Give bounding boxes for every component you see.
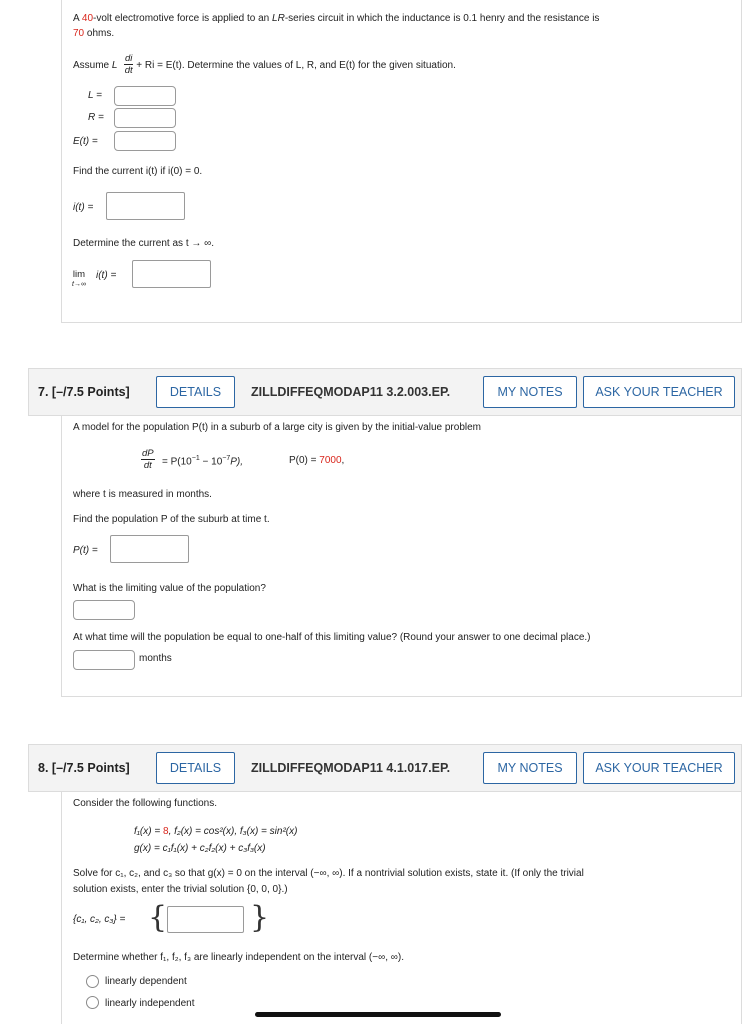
q7-equation: = $P(10^{-1} - 10^{-7}P)$, (162, 455, 244, 468)
q8-solve-line2: solution exists, enter the trivial solution {0, 0, 0}.) (73, 884, 288, 895)
q7-intro: A model for the population P(t) in a suburb of a large city is given by the initial-value problem (73, 422, 481, 433)
q7-find-population: Find the population P of the suburb at time t. (73, 514, 270, 525)
q7-initial-condition: P(0) = 7000, (289, 455, 345, 466)
q7-where-t: where t is measured in months. (73, 489, 212, 500)
q8-set-label: {c₁, c₂, c₃} = (73, 914, 126, 925)
q6-di-dt-fraction: $\frac{di}{dt}$ (124, 53, 133, 76)
q6-label-R: R = (88, 112, 104, 123)
q7-half-question: At what time will the population be equal to one-half of this limiting value? (Round your answer to one decimal place.) (73, 632, 591, 643)
q8-independence-question: Determine whether f₁, f₂, f₃ are linearly independent on the interval (−∞, ∞). (73, 952, 405, 963)
q8-g-definition: g(x) = c₁f₁(x) + c₂f₂(x) + c₃f₃(x) (134, 843, 266, 854)
q6-E-input[interactable] (114, 131, 176, 151)
q6-find-current: Find the current i(t) if i(0) = 0. (73, 166, 203, 177)
q7-number: 7. [–/7.5 Points] (38, 385, 130, 399)
q8-brace-close: } (250, 900, 270, 935)
q8-my-notes-button[interactable]: MY NOTES (483, 752, 577, 784)
q6-label-L: L = (88, 90, 102, 101)
q6-label-E: E(t) = (73, 136, 98, 147)
q6-label-i: i(t) = (73, 202, 94, 213)
q8-radio-independent[interactable] (86, 996, 99, 1009)
q7-label-P: P(t) = (73, 545, 98, 556)
q7-P-input[interactable] (110, 535, 189, 563)
q8-c-values-input[interactable] (167, 906, 244, 933)
q7-problem-code: ZILLDIFFEQMODAP11 3.2.003.EP. (251, 385, 451, 399)
q7-details-button[interactable]: DETAILS (156, 376, 235, 408)
q6-determine-limit: Determine the current as t → ∞. (73, 238, 215, 249)
q7-limiting-input[interactable] (73, 600, 135, 620)
q6-R-input[interactable] (114, 108, 176, 128)
q6-L-input[interactable] (114, 86, 176, 106)
q8-intro: Consider the following functions. (73, 798, 217, 809)
q7-months-unit: months (139, 653, 172, 664)
q6-limit-input[interactable] (132, 260, 211, 288)
q6-resistance-value: 70 (73, 28, 85, 39)
q8-number: 8. [–/7.5 Points] (38, 761, 130, 775)
q8-functions-line: f₁(x) = 8, f₂(x) = cos²(x), f₃(x) = sin²(x) (134, 826, 298, 837)
q8-details-button[interactable]: DETAILS (156, 752, 235, 784)
q6-intro-line1: A 40-volt electromotive force is applied to an LR-series circuit in which the inductance is 0.1 henry and the resistance is (73, 13, 600, 24)
q6-lim-operator: lim t→∞ (72, 269, 86, 288)
q7-limiting-question: What is the limiting value of the population? (73, 583, 266, 594)
q8-option-independent-label[interactable]: linearly independent (105, 998, 195, 1009)
q7-initial-value: 7000 (319, 455, 342, 466)
q7-dP-dt-fraction: $\frac{dP}{dt}$ (142, 448, 154, 471)
q6-i-input[interactable] (106, 192, 185, 220)
q8-brace-open: { (148, 900, 168, 935)
q8-solve-line1: Solve for c₁, c₂, and c₃ so that g(x) = 0 on the interval (−∞, ∞). If a nontrivial solution exists, state it. (If only the trivial (73, 868, 584, 879)
q7-my-notes-button[interactable]: MY NOTES (483, 376, 577, 408)
q6-intro-line2: 70 ohms. (73, 28, 115, 39)
q6-assume-line: Assume L + Ri = E(t). Determine the values of L, R, and E(t) for the given situation. (73, 60, 456, 71)
q6-voltage-value: 40 (81, 13, 94, 24)
q6-lim-rest: i(t) = (96, 270, 117, 281)
q8-problem-code: ZILLDIFFEQMODAP11 4.1.017.EP. (251, 761, 451, 775)
q8-ask-teacher-button[interactable]: ASK YOUR TEACHER (583, 752, 735, 784)
home-indicator-bar[interactable] (255, 1012, 501, 1017)
q8-f1-value: 8 (163, 826, 169, 837)
q8-radio-dependent[interactable] (86, 975, 99, 988)
q8-option-dependent-label[interactable]: linearly dependent (105, 976, 187, 987)
q7-half-time-input[interactable] (73, 650, 135, 670)
q7-ask-teacher-button[interactable]: ASK YOUR TEACHER (583, 376, 735, 408)
